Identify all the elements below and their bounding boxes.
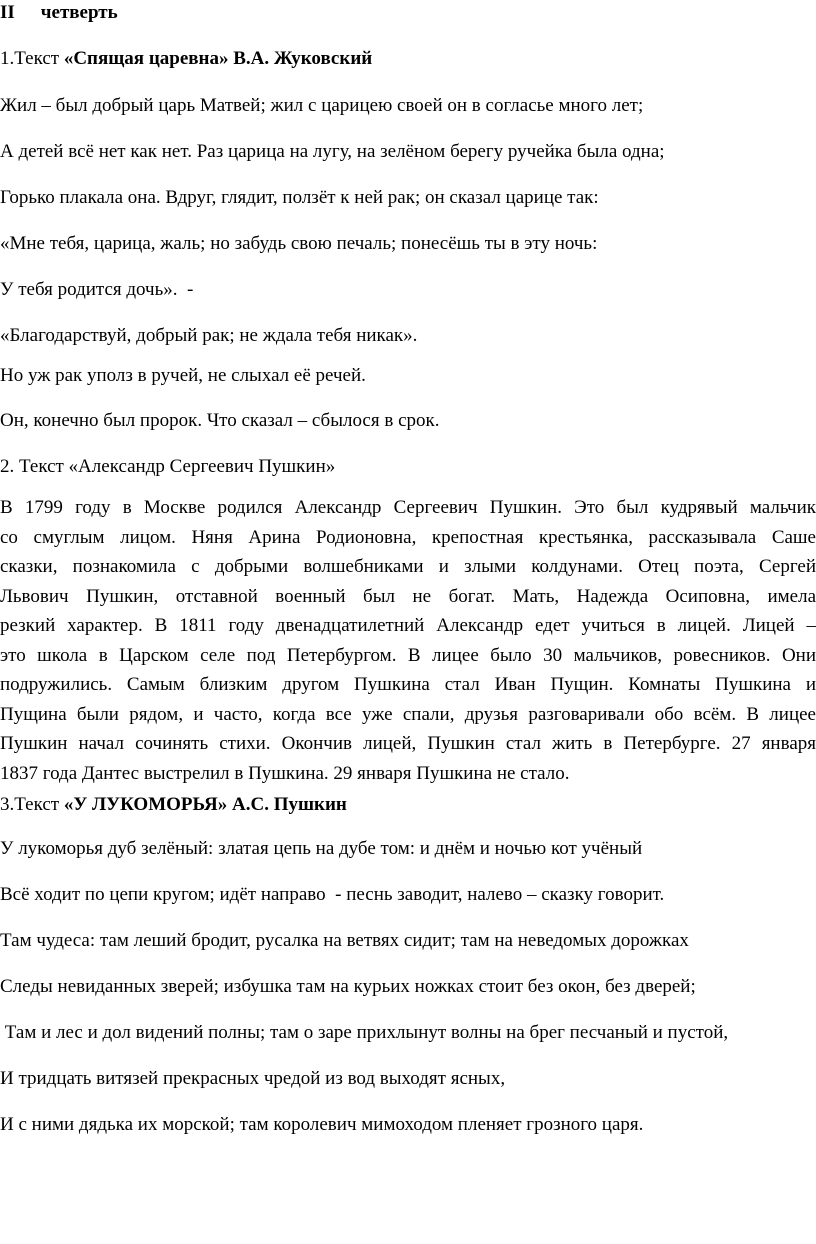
text3-line: Всё ходит по цепи кругом; идёт направо - песнь заводит, налево – сказку говорит.: [0, 884, 665, 905]
text1-line: У тебя родится дочь». -: [0, 279, 194, 300]
text1-line: Но уж рак уполз в ручей, не слыхал её речей.: [0, 365, 366, 386]
paragraph-line: это школа в Царском селе под Петербургом. В лицее было 30 мальчиков, ровесников. Они: [0, 644, 816, 666]
text3-line: Следы невиданных зверей; избушка там на курьих ножках стоит без окон, без дверей;: [0, 976, 696, 997]
text1-line: «Благодарствуй, добрый рак; не ждала тебя никак».: [0, 325, 418, 346]
text3-line: Там чудеса: там леший бродит, русалка на ветвях сидит; там на неведомых дорожках: [0, 930, 689, 951]
paragraph-line: В 1799 году в Москве родился Александр Сергеевич Пушкин. Это был кудрявый мальчик: [0, 497, 816, 518]
paragraph-line: 1837 года Дантес выстрелил в Пушкина. 29 января Пушкина не стало.: [0, 762, 570, 784]
paragraph-line: Пушкин начал сочинять стихи. Окончив лицей, Пушкин стал жить в Петербурге. 27 января: [0, 733, 816, 754]
text1-prefix: 1.Текст: [0, 48, 64, 69]
text3-line: И тридцать витязей прекрасных чредой из вод выходят ясных,: [0, 1068, 506, 1089]
paragraph-line: Львович Пушкин, отставной военный был не богат. Мать, Надежда Осиповна, имела: [0, 585, 816, 607]
text3-line: И с ними дядька их морской; там королевич мимоходом пленяет грозного царя.: [0, 1114, 644, 1135]
text3-line: Там и лес и дол видений полны; там о заре прихлынут волны на брег песчаный и пустой,: [0, 1022, 729, 1043]
text1-heading: [0, 48, 816, 70]
quarter-number: II: [0, 2, 15, 23]
text1-line: «Мне тебя, царица, жаль; но забудь свою печаль; понесёшь ты в эту ночь:: [0, 233, 598, 254]
text1-line: Он, конечно был пророк. Что сказал – сбылося в срок.: [0, 410, 440, 431]
text1-line: Жил – был добрый царь Матвей; жил с царицею своей он в согласье много лет;: [0, 95, 644, 116]
paragraph-line: подружились. Самым близким другом Пушкина стал Иван Пущин. Комнаты Пушкина и: [0, 674, 816, 695]
text3-line: У лукоморья дуб зелёный: златая цепь на дубе том: и днём и ночью кот учёный: [0, 838, 643, 859]
text1-line: Горько плакала она. Вдруг, глядит, ползёт к ней рак; он сказал царице так:: [0, 187, 599, 208]
quarter-label: четверть: [40, 2, 118, 23]
text3-title: «У ЛУКОМОРЬЯ» А.С. Пушкин: [63, 794, 347, 815]
text2-heading: 2. Текст «Александр Сергеевич Пушкин»: [0, 456, 336, 477]
text1-title: «Спящая царевна» В.А. Жуковский: [63, 48, 373, 69]
text3-prefix: 3.Текст: [0, 794, 64, 815]
paragraph-line: Пущина были рядом, и часто, когда все уже спали, друзья разговаривали обо всём. В лицее: [0, 703, 816, 725]
paragraph-line: резкий характер. В 1811 году двенадцатилетний Александр едет учиться в лицей. Лицей –: [0, 615, 816, 636]
paragraph-line: со смуглым лицом. Няня Арина Родионовна, крепостная крестьянка, рассказывала Саше: [0, 526, 816, 548]
paragraph-line: сказки, познакомила с добрыми волшебниками и злыми колдунами. Отец поэта, Сергей: [0, 556, 816, 577]
text2-paragraph: [0, 493, 816, 788]
text1-line: А детей всё нет как нет. Раз царица на лугу, на зелёном берегу ручейка была одна;: [0, 141, 665, 162]
quarter-heading: [0, 2, 816, 24]
text3-heading: [0, 794, 816, 816]
